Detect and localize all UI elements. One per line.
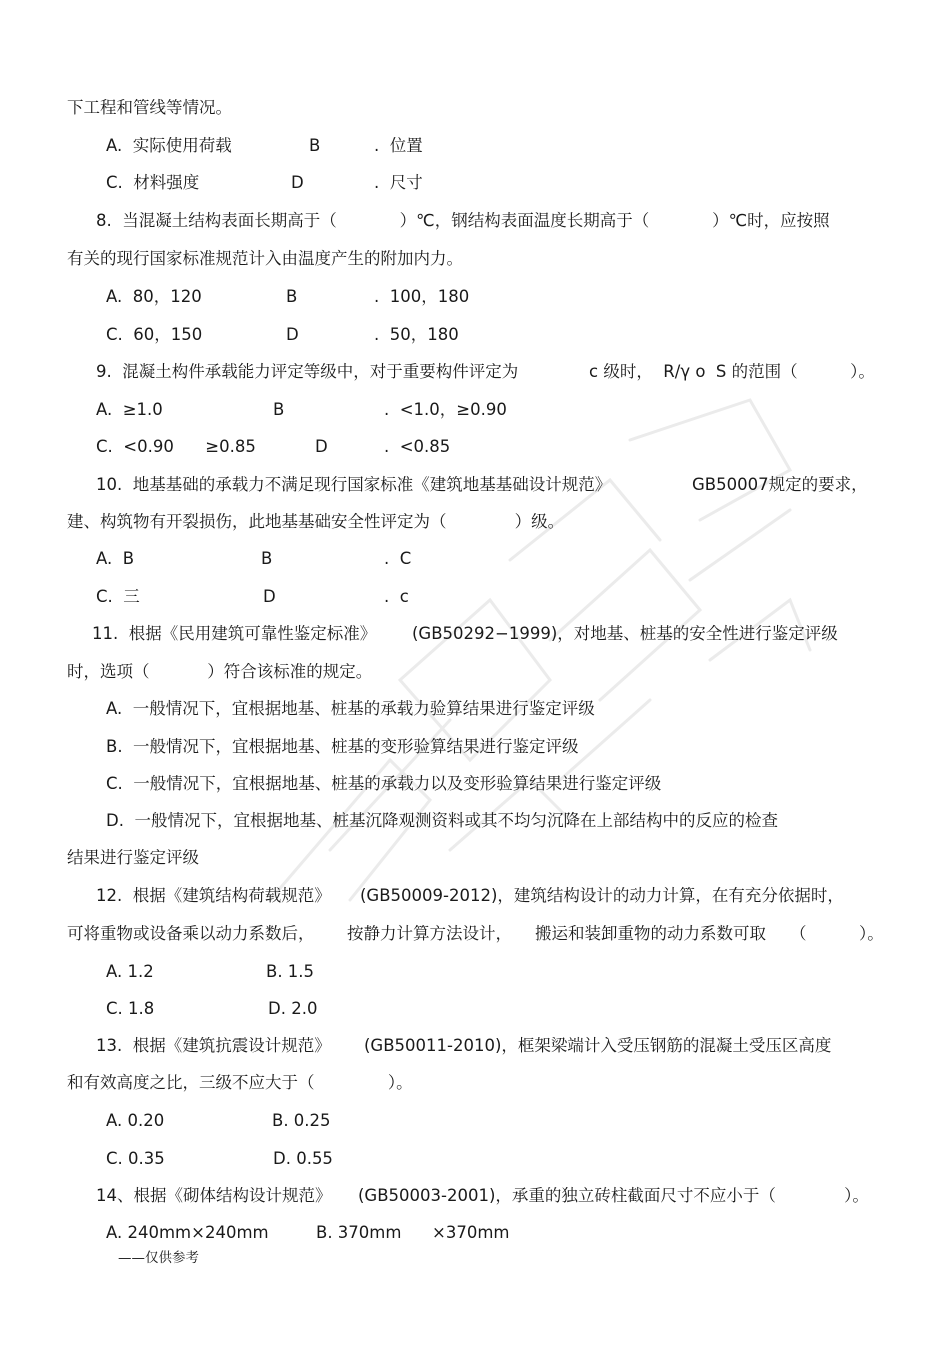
- question-12-blank: （ ）。: [790, 924, 884, 943]
- option-b: B. 0.25: [272, 1111, 331, 1130]
- option-d-letter: D: [263, 587, 276, 606]
- option-a: A. 一般情况下，宜根据地基、桩基的承载力验算结果进行鉴定评级: [106, 699, 595, 718]
- question-10: 10. 地基基础的承载力不满足现行国家标准《建筑地基基础设计规范》: [96, 475, 612, 494]
- option-c: C. 0.35: [106, 1149, 165, 1168]
- question-11: 11. 根据《民用建筑可靠性鉴定标准》: [92, 624, 377, 643]
- question-13-cont: 和有效高度之比，三级不应大于（ ）。: [67, 1073, 413, 1092]
- option-b-text: . <1.0，≥0.90: [384, 400, 507, 419]
- option-b: B. 1.5: [266, 962, 315, 981]
- option-d-cont: 结果进行鉴定评级: [67, 848, 199, 867]
- question-10-code: GB50007规定的要求，: [692, 475, 868, 494]
- footer-note: ——仅供参考: [118, 1250, 199, 1266]
- option-c: C. 三: [96, 587, 140, 606]
- option-a: A. 1.2: [106, 962, 154, 981]
- text-line: 下工程和管线等情况。: [67, 98, 232, 117]
- question-12-cont: 搬运和装卸重物的动力系数可取: [535, 924, 766, 943]
- watermark-graphic: [230, 380, 830, 940]
- option-b-letter: B: [309, 136, 321, 155]
- option-c: C. 材料强度: [106, 173, 200, 192]
- option-c: C. 60，150: [106, 325, 203, 344]
- question-10-cont: 建、构筑物有开裂损伤，此地基基础安全性评定为（ ）级。: [67, 512, 565, 531]
- question-11-code: (GB50292−1999)，对地基、桩基的安全性进行鉴定评级: [412, 624, 838, 643]
- option-b-text: . 位置: [374, 136, 423, 155]
- option-b: B. 370mm: [316, 1223, 402, 1242]
- option-d-letter: D: [291, 173, 304, 192]
- question-11-cont: 时，选项（ ）符合该标准的规定。: [67, 662, 373, 681]
- question-12: 12. 根据《建筑结构荷载规范》: [96, 886, 331, 905]
- option-a: A. B: [96, 549, 135, 568]
- option-a: A. 240mm×240mm: [106, 1223, 269, 1242]
- option-d-text: . 50，180: [374, 325, 459, 344]
- option-a: A. 80，120: [106, 287, 202, 306]
- option-d: D. 一般情况下，宜根据地基、桩基沉降观测资料或其不均匀沉降在上部结构中的反应的检查: [106, 811, 778, 830]
- option-b-text: . 100，180: [374, 287, 470, 306]
- option-b-letter: B: [261, 549, 273, 568]
- option-b-letter: B: [273, 400, 285, 419]
- option-b-letter: B: [286, 287, 298, 306]
- question-9: 9. 混凝土构件承载能力评定等级中，对于重要构件评定为: [96, 362, 519, 381]
- option-c: C. 一般情况下，宜根据地基、桩基的承载力以及变形验算结果进行鉴定评级: [106, 774, 662, 793]
- question-13: 13. 根据《建筑抗震设计规范》: [96, 1036, 331, 1055]
- option-d: D. 0.55: [273, 1149, 333, 1168]
- question-9-range: c 级时， R/γ o S 的范围（ ）。: [589, 362, 875, 381]
- option-d-text: . 尺寸: [374, 173, 423, 192]
- question-14-code: (GB50003-2001)，承重的独立砖柱截面尺寸不应小于（ ）。: [358, 1186, 869, 1205]
- option-d-text: . <0.85: [384, 437, 451, 456]
- option-a: A. ≥1.0: [96, 400, 163, 419]
- option-a: A. 0.20: [106, 1111, 165, 1130]
- question-8: 8. 当混凝土结构表面长期高于（ ）℃，钢结构表面温度长期高于（ ）℃时，应按照: [96, 211, 830, 230]
- question-14: 14、根据《砌体结构设计规范》: [96, 1186, 332, 1205]
- option-b-text: . C: [384, 549, 412, 568]
- option-d-text: . c: [384, 587, 409, 606]
- option-b: B. 一般情况下，宜根据地基、桩基的变形验算结果进行鉴定评级: [106, 737, 579, 756]
- option-b-cont: ×370mm: [432, 1223, 510, 1242]
- option-d-letter: D: [315, 437, 328, 456]
- question-12-cont: 可将重物或设备乘以动力系数后，: [67, 924, 315, 943]
- option-c: C. <0.90 ≥0.85: [96, 437, 256, 456]
- question-12-cont: 按静力计算方法设计，: [347, 924, 512, 943]
- option-d: D. 2.0: [268, 999, 318, 1018]
- option-c: C. 1.8: [106, 999, 155, 1018]
- question-12-code: (GB50009-2012)，建筑结构设计的动力计算，在有充分依据时，: [360, 886, 844, 905]
- question-13-code: (GB50011-2010)，框架梁端计入受压钢筋的混凝土受压区高度: [364, 1036, 832, 1055]
- option-d-letter: D: [286, 325, 299, 344]
- option-a: A. 实际使用荷载: [106, 136, 232, 155]
- question-8-cont: 有关的现行国家标准规范计入由温度产生的附加内力。: [67, 249, 463, 268]
